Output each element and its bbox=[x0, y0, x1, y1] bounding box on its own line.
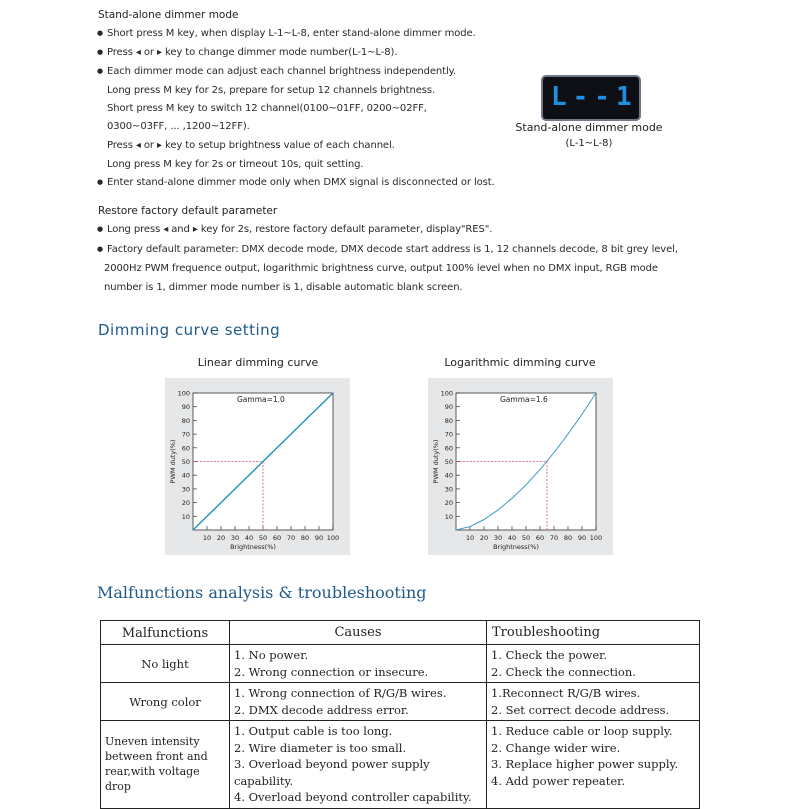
x-tick-label: 70 bbox=[549, 534, 559, 542]
x-tick-label: 60 bbox=[535, 534, 545, 542]
y-tick-label: 50 bbox=[444, 458, 453, 466]
y-tick-label: 20 bbox=[181, 499, 190, 508]
x-tick-label: 100 bbox=[589, 534, 603, 542]
troubleshooting-table bbox=[100, 620, 700, 809]
standalone-line-1: ● Short press M key, when display L-1~L-8, enter stand-alone dimmer mode. bbox=[107, 28, 476, 39]
header-malfunctions: Malfunctions bbox=[101, 621, 230, 645]
x-axis-label: Brightness(%) bbox=[230, 543, 276, 551]
x-tick-label: 80 bbox=[563, 534, 573, 542]
x-tick-label: 90 bbox=[577, 534, 587, 542]
cause-line: 4. Overload beyond controller capability. bbox=[234, 790, 472, 804]
lcd-display bbox=[541, 75, 641, 121]
restore-line-3: 2000Hz PWM frequence output, logarithmic brightness curve, output 100% level when no DMX input, RGB mode bbox=[104, 263, 658, 274]
fixes-cell bbox=[487, 645, 700, 683]
x-tick-label: 30 bbox=[230, 534, 240, 542]
linear-chart-title: Linear dimming curve bbox=[197, 356, 319, 369]
dimming-title: Dimming curve setting bbox=[98, 321, 281, 339]
fix-line: 2. Change wider wire. bbox=[491, 740, 621, 755]
gamma-label: Gamma=1.0 bbox=[237, 395, 285, 404]
table-row bbox=[101, 645, 700, 683]
y-tick-label: 80 bbox=[444, 416, 453, 425]
restore-line-1: ● Long press ◂ and ▸ key for 2s, restore factory default parameter, display"RES". bbox=[107, 224, 492, 235]
malfunction-text: No light bbox=[141, 656, 189, 671]
y-tick-label: 10 bbox=[444, 512, 453, 521]
x-tick-label: 20 bbox=[216, 534, 226, 542]
x-axis-label: Brightness(%) bbox=[493, 543, 539, 551]
standalone-line-6: 0300~03FF, ... ,1200~12FF). bbox=[107, 121, 250, 132]
gamma-label: Gamma=1.6 bbox=[500, 395, 548, 404]
table-row bbox=[101, 683, 700, 721]
y-tick-label: 90 bbox=[181, 403, 190, 412]
lcd-display-text: L--1 bbox=[551, 82, 638, 112]
fixes-cell bbox=[487, 683, 700, 721]
cause-line: 2. DMX decode address error. bbox=[234, 702, 409, 717]
standalone-line-9: ● Enter stand-alone dimmer mode only when DMX signal is disconnected or lost. bbox=[107, 177, 495, 188]
lcd-caption: Stand-alone dimmer mode bbox=[515, 121, 663, 134]
standalone-line-5: Short press M key to switch 12 channel(0100~01FF, 0200~02FF, bbox=[107, 103, 427, 114]
y-tick-label: 40 bbox=[181, 471, 190, 480]
x-tick-label: 10 bbox=[202, 534, 212, 542]
restore-line-2: ● Factory default parameter: DMX decode mode, DMX decode start address is 1, 12 channels decode, 8 bit grey level, bbox=[107, 244, 678, 255]
y-tick-label: 20 bbox=[444, 499, 453, 508]
standalone-line-4: Long press M key for 2s, prepare for setup 12 channels brightness. bbox=[107, 85, 436, 96]
standalone-line-8: Long press M key for 2s or timeout 10s, quit setting. bbox=[107, 159, 364, 170]
x-tick-label: 10 bbox=[465, 534, 475, 542]
lcd-caption-sub: (L-1~L-8) bbox=[565, 138, 613, 149]
fix-line: 1.Reconnect R/G/B wires. bbox=[491, 686, 641, 700]
log-chart-title: Logarithmic dimming curve bbox=[444, 356, 596, 369]
standalone-line-3: ● Each dimmer mode can adjust each channel brightness independently. bbox=[107, 66, 456, 77]
fix-line: 3. Replace higher power supply. bbox=[491, 757, 679, 771]
restore-heading: Restore factory default parameter bbox=[98, 205, 278, 217]
log-dimming-chart bbox=[428, 378, 613, 555]
linear-dimming-chart bbox=[165, 378, 350, 555]
malfunction-cell bbox=[101, 645, 230, 683]
fixes-cell bbox=[487, 721, 700, 809]
malfunction-text: rear,with voltage drop bbox=[105, 765, 200, 794]
y-tick-label: 30 bbox=[444, 485, 453, 494]
y-axis-label: PWM duty(%) bbox=[169, 439, 177, 484]
fix-line: 2. Set correct decode address. bbox=[491, 702, 670, 717]
standalone-heading: Stand-alone dimmer mode bbox=[98, 9, 239, 21]
fix-line: 1. Check the power. bbox=[491, 648, 608, 662]
malfunction-cell bbox=[101, 683, 230, 721]
cause-line: 1. Wrong connection of R/G/B wires. bbox=[234, 686, 447, 700]
x-tick-label: 80 bbox=[300, 534, 310, 542]
y-tick-label: 90 bbox=[444, 403, 453, 412]
header-causes: Causes bbox=[230, 621, 487, 645]
cause-line: 3. Overload beyond power supply capability. bbox=[234, 757, 430, 788]
table-row bbox=[101, 721, 700, 809]
y-tick-label: 70 bbox=[444, 430, 453, 439]
x-tick-label: 40 bbox=[507, 534, 517, 542]
x-tick-label: 20 bbox=[479, 534, 489, 542]
causes-cell bbox=[230, 683, 487, 721]
x-tick-label: 40 bbox=[244, 534, 254, 542]
table-header-row bbox=[101, 621, 700, 645]
y-tick-label: 10 bbox=[181, 512, 190, 521]
x-tick-label: 50 bbox=[258, 534, 268, 542]
malfunction-cell bbox=[101, 721, 230, 809]
fix-line: 2. Check the connection. bbox=[491, 664, 636, 679]
causes-cell bbox=[230, 645, 487, 683]
y-tick-label: 60 bbox=[444, 444, 453, 453]
troubleshooting-title: Malfunctions analysis & troubleshooting bbox=[97, 583, 427, 602]
causes-cell bbox=[230, 721, 487, 809]
y-axis-label: PWM duty(%) bbox=[432, 439, 440, 484]
standalone-line-2: ● Press ◂ or ▸ key to change dimmer mode number(L-1~L-8). bbox=[107, 47, 397, 58]
x-tick-label: 60 bbox=[272, 534, 282, 542]
cause-line: 2. Wrong connection or insecure. bbox=[234, 664, 429, 679]
x-tick-label: 70 bbox=[286, 534, 296, 542]
standalone-line-7: Press ◂ or ▸ key to setup brightness value of each channel. bbox=[107, 140, 395, 151]
fix-line: 1. Reduce cable or loop supply. bbox=[491, 724, 673, 738]
restore-line-4: number is 1, dimmer mode number is 1, disable automatic blank screen. bbox=[104, 282, 463, 293]
y-tick-label: 50 bbox=[181, 458, 190, 466]
malfunction-text: Uneven intensity bbox=[105, 735, 200, 749]
x-tick-label: 30 bbox=[493, 534, 503, 542]
y-tick-label: 60 bbox=[181, 444, 190, 453]
y-tick-label: 100 bbox=[440, 389, 453, 398]
y-tick-label: 70 bbox=[181, 430, 190, 439]
x-tick-label: 100 bbox=[326, 534, 340, 542]
cause-line: 1. Output cable is too long. bbox=[234, 724, 393, 738]
x-tick-label: 50 bbox=[521, 534, 531, 542]
x-tick-label: 90 bbox=[314, 534, 324, 542]
y-tick-label: 100 bbox=[177, 389, 190, 398]
cause-line: 2. Wire diameter is too small. bbox=[234, 740, 407, 755]
malfunction-text: Wrong color bbox=[129, 694, 201, 709]
y-tick-label: 30 bbox=[181, 485, 190, 494]
y-tick-label: 40 bbox=[444, 471, 453, 480]
header-troubleshooting: Troubleshooting bbox=[487, 621, 700, 645]
fix-line: 4. Add power repeater. bbox=[491, 773, 626, 788]
cause-line: 1. No power. bbox=[234, 648, 309, 662]
y-tick-label: 80 bbox=[181, 416, 190, 425]
malfunction-text: between front and bbox=[105, 750, 208, 764]
